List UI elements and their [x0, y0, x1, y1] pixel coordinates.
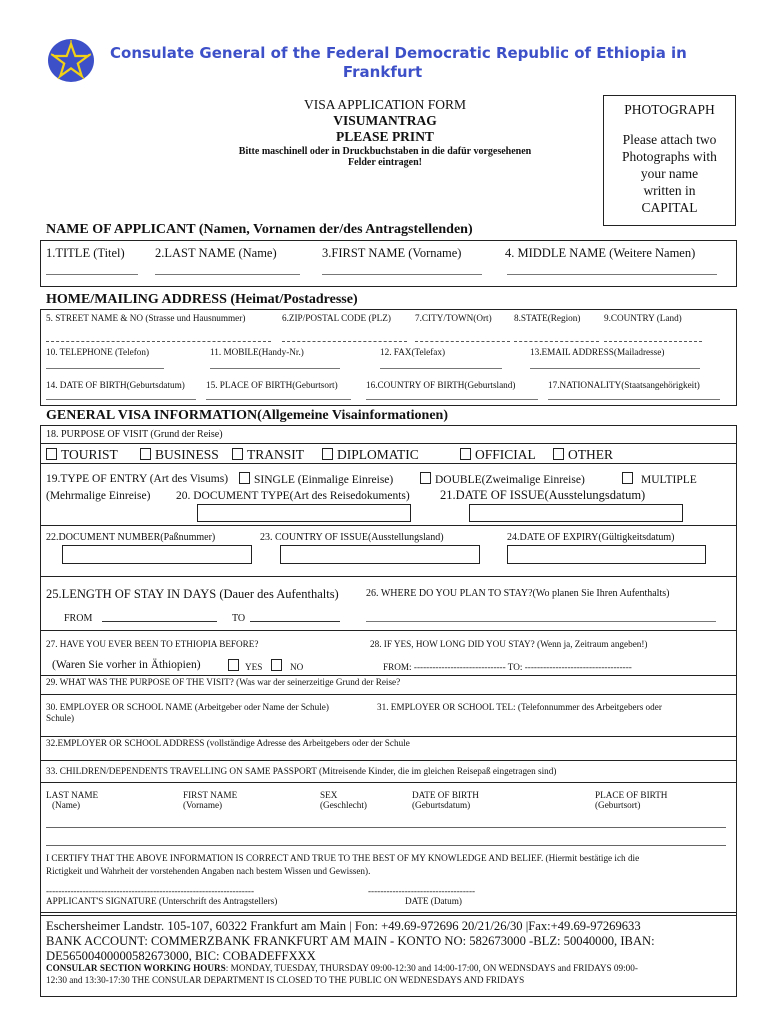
- col-pob-label: PLACE OF BIRTH: [595, 790, 668, 800]
- purpose-options: [460, 447, 536, 463]
- footer-divider: [40, 912, 737, 913]
- where-stay-field[interactable]: [366, 621, 716, 622]
- footer-hours-line-2: 12:30 and 13:30-17:30 THE CONSULAR DEPARTMENT IS CLOSED TO THE PUBLIC ON WEDNESDAYS AND FRIDAYS: [46, 975, 525, 985]
- frame-right: [736, 240, 737, 286]
- purpose-options: [46, 447, 118, 463]
- photo-line-3: your name: [640, 166, 699, 181]
- frame-left: [40, 240, 41, 286]
- checkbox-icon[interactable]: [622, 472, 633, 484]
- length-stay-label: 25.LENGTH OF STAY IN DAYS (Dauer des Aufenthalts): [46, 587, 339, 601]
- doc-number-label: 22.DOCUMENT NUMBER(Paßnummer): [46, 532, 216, 543]
- first-name-label: 3.FIRST NAME (Vorname): [322, 246, 462, 260]
- nationality-field[interactable]: [548, 399, 720, 400]
- footer-hours-label: CONSULAR SECTION WORKING HOURS: [46, 963, 226, 973]
- country-issue-input[interactable]: [280, 545, 480, 564]
- title-field[interactable]: [46, 274, 138, 275]
- visa-section-heading: GENERAL VISA INFORMATION(Allgemeine Visainformationen): [46, 408, 448, 423]
- col-sex-label-de: (Geschlecht): [320, 800, 367, 810]
- form-title: VISA APPLICATION FORM: [303, 97, 467, 112]
- checkbox-icon[interactable]: [239, 472, 250, 484]
- purpose-prev-label: 29. WHAT WAS THE PURPOSE OF THE VISIT? (Was war der seinerzeitige Grund der Reise?: [46, 677, 401, 687]
- expiry-label: 24.DATE OF EXPIRY(Gültigkeitsdatum): [507, 532, 675, 543]
- certify-line-1: I CERTIFY THAT THE ABOVE INFORMATION IS CORRECT AND TRUE TO THE BEST OF MY KNOWLEDGE AND BELIEF. (Hiermit bestätige ich die: [46, 853, 640, 863]
- col-last-name: [46, 790, 98, 810]
- other-option[interactable]: OTHER: [553, 447, 613, 462]
- checkbox-icon[interactable]: [46, 448, 57, 460]
- divider: [40, 240, 737, 241]
- form-title-de: VISUMANTRAG: [333, 113, 437, 128]
- photo-title: PHOTOGRAPH: [624, 102, 715, 117]
- country-label: 9.COUNTRY (Land): [604, 313, 682, 323]
- instruction-line-2: Felder eintragen!: [348, 157, 422, 168]
- divider: [40, 309, 737, 310]
- multiple-de-label: (Mehrmalige Einreise): [46, 490, 151, 502]
- business-option[interactable]: BUSINESS: [140, 447, 219, 462]
- state-field[interactable]: [514, 341, 599, 342]
- divider: [40, 996, 737, 997]
- country-issue-label: 23. COUNTRY OF ISSUE(Ausstellungsland): [260, 532, 444, 543]
- pob-field[interactable]: [206, 399, 351, 400]
- footer-iban: DE56500400000582673000, BIC: COBADEFFXXX: [46, 949, 316, 963]
- multiple-option[interactable]: MULTIPLE: [622, 472, 697, 486]
- col-pob-label-de: (Geburtsort): [595, 800, 641, 810]
- checkbox-icon[interactable]: [232, 448, 243, 460]
- country-field[interactable]: [604, 341, 702, 342]
- telephone-field[interactable]: [46, 368, 164, 369]
- divider: [40, 425, 737, 426]
- divider: [40, 525, 737, 526]
- city-field[interactable]: [415, 341, 510, 342]
- single-option[interactable]: SINGLE (Einmalige Einreise): [239, 472, 393, 486]
- zip-label: 6.ZIP/POSTAL CODE (PLZ): [282, 313, 391, 323]
- fax-field[interactable]: [380, 368, 502, 369]
- children-label: 33. CHILDREN/DEPENDENTS TRAVELLING ON SAME PASSPORT (Mitreisende Kinder, die im gleichen Reisepaß eingetragen sind): [46, 766, 557, 776]
- official-option[interactable]: OFFICIAL: [460, 447, 536, 462]
- certify-statement: [46, 852, 731, 877]
- footer-hours-line-1: [46, 963, 638, 973]
- consulate-city: Frankfurt: [342, 63, 423, 81]
- date-label: DATE (Datum): [405, 896, 462, 906]
- been-before-label: 27. HAVE YOU EVER BEEN TO ETHIOPIA BEFORE?: [46, 639, 259, 649]
- nationality-label: 17.NATIONALITY(Staatsangehörigkeit): [548, 380, 700, 390]
- last-name-label: 2.LAST NAME (Name): [155, 246, 277, 260]
- col-last-name-label-de: (Name): [52, 800, 81, 810]
- street-field[interactable]: [46, 341, 271, 342]
- divider: [40, 463, 737, 464]
- ethiopian-star-emblem-icon: [47, 38, 95, 83]
- photo-line-4: written in: [643, 183, 696, 198]
- divider: [40, 760, 737, 761]
- certify-line-2: Rictigkeit und Wahrheit der vorstehenden Angaben nach bestem Wissen und Gewissen).: [46, 865, 371, 876]
- purpose-options: [553, 447, 613, 463]
- footer-bank: BANK ACCOUNT: COMMERZBANK FRANKFURT AM MAIN - KONTO NO: 582673000 -BLZ: 50040000, IBAN:: [46, 934, 655, 948]
- checkbox-icon[interactable]: [553, 448, 564, 460]
- first-name-field[interactable]: [322, 274, 482, 275]
- divider: [40, 675, 737, 676]
- tourist-option[interactable]: TOURIST: [46, 447, 118, 462]
- issue-date-input[interactable]: [469, 504, 683, 522]
- how-long-label: 28. IF YES, HOW LONG DID YOU STAY? (Wenn ja, Zeitraum angeben!): [370, 639, 648, 649]
- last-name-field[interactable]: [155, 274, 300, 275]
- email-field[interactable]: [530, 368, 700, 369]
- employer-address-label: 32.EMPLOYER OR SCHOOL ADDRESS (vollständige Adresse des Arbeitgebers oder der Schule: [46, 738, 410, 748]
- been-before-de-label: (Waren Sie vorher in Äthiopien): [52, 659, 201, 671]
- col-dob: [412, 790, 479, 810]
- middle-name-label: 4. MIDDLE NAME (Weitere Namen): [505, 246, 696, 260]
- dob-field[interactable]: [46, 399, 196, 400]
- email-label: 13.EMAIL ADDRESS(Mailadresse): [530, 347, 665, 357]
- from-to-field[interactable]: FROM: ------------------------------ TO: -----------------------------------: [383, 662, 632, 672]
- photograph-box: [603, 95, 736, 226]
- form-title-block: [200, 97, 570, 168]
- checkbox-icon[interactable]: [420, 472, 431, 484]
- zip-field[interactable]: [282, 341, 407, 342]
- checkbox-icon[interactable]: [322, 448, 333, 460]
- divider: [40, 694, 737, 695]
- purpose-options: [140, 447, 219, 463]
- street-label: 5. STREET NAME & NO (Strasse und Hausnummer): [46, 313, 246, 323]
- divider: [40, 286, 737, 287]
- col-sex: [320, 790, 367, 810]
- frame-right: [736, 309, 737, 405]
- employer-name-label: 30. EMPLOYER OR SCHOOL NAME (Arbeitgeber oder Name der Schule): [46, 702, 329, 712]
- where-stay-label: 26. WHERE DO YOU PLAN TO STAY?(Wo planen Sie Ihren Aufenthalts): [366, 588, 670, 599]
- checkbox-icon[interactable]: [271, 659, 282, 671]
- from-field[interactable]: [102, 621, 217, 622]
- mobile-field[interactable]: [210, 368, 340, 369]
- please-print: PLEASE PRINT: [336, 129, 434, 144]
- col-sex-label: SEX: [320, 790, 338, 800]
- instruction-line-1: Bitte maschinell oder in Druckbuchstaben in die dafür vorgesehenen: [238, 146, 532, 157]
- frame-left: [40, 309, 41, 405]
- from-label: FROM: [64, 613, 93, 624]
- pob-label: 15. PLACE OF BIRTH(Geburtsort): [206, 380, 338, 390]
- entry-type-label: 19.TYPE OF ENTRY (Art des Visums): [46, 473, 229, 485]
- employer-tel-label-2: Schule): [46, 713, 75, 723]
- mobile-label: 11. MOBILE(Handy-Nr.): [210, 347, 304, 357]
- purpose-options: [232, 447, 304, 463]
- title-label: 1.TITLE (Titel): [46, 246, 125, 260]
- purpose-label: 18. PURPOSE OF VISIT (Grund der Reise): [46, 429, 223, 440]
- middle-name-field[interactable]: [507, 274, 717, 275]
- city-label: 7.CITY/TOWN(Ort): [415, 313, 492, 323]
- photo-line-2: Photographs with: [622, 149, 717, 164]
- doc-number-input[interactable]: [62, 545, 252, 564]
- divider: [40, 736, 737, 737]
- col-first-name: [183, 790, 237, 810]
- doc-type-label: 20. DOCUMENT TYPE(Art des Reisedokuments): [176, 490, 410, 502]
- address-section-heading: HOME/MAILING ADDRESS (Heimat/Postadresse): [46, 292, 358, 307]
- checkbox-icon[interactable]: [460, 448, 471, 460]
- employer-tel-label: 31. EMPLOYER OR SCHOOL TEL: (Telefonnummer des Arbeitgebers oder: [377, 702, 662, 712]
- children-row-1[interactable]: [46, 827, 726, 828]
- col-last-name-label: LAST NAME: [46, 790, 99, 800]
- col-first-name-label: FIRST NAME: [183, 790, 238, 800]
- expiry-input[interactable]: [507, 545, 706, 564]
- col-dob-label: DATE OF BIRTH: [412, 790, 479, 800]
- cob-field[interactable]: [366, 399, 538, 400]
- divider: [40, 405, 737, 406]
- divider: [40, 782, 737, 783]
- checkbox-icon[interactable]: [140, 448, 151, 460]
- fax-label: 12. FAX(Telefax): [380, 347, 446, 357]
- name-section-heading: NAME OF APPLICANT (Namen, Vornamen der/des Antragstellenden): [46, 222, 473, 237]
- footer-hours-text: : MONDAY, TUESDAY, THURSDAY 09:00-12:30 and 14:00-17:00, ON WEDNSDAYS and FRIDAYS 09:00-: [225, 963, 638, 973]
- col-pob: [595, 790, 667, 810]
- divider: [40, 630, 737, 631]
- cob-label: 16.COUNTRY OF BIRTH(Geburtsland): [366, 380, 516, 390]
- col-dob-label-de: (Geburtsdatum): [412, 800, 471, 810]
- to-label: TO: [232, 613, 246, 624]
- issue-date-label: 21.DATE OF ISSUE(Ausstelungsdatum): [440, 488, 646, 502]
- photo-line-1: Please attach two: [622, 132, 717, 147]
- signature-label: APPLICANT'S SIGNATURE (Unterschrift des Antragstellers): [46, 896, 278, 906]
- state-label: 8.STATE(Region): [514, 313, 581, 323]
- footer-address: Eschersheimer Landstr. 105-107, 60322 Frankfurt am Main | Fon: +49.69-972696 20/21/26/30 |Fax:+49.69-97269633: [46, 919, 641, 933]
- footer-divider: [40, 915, 737, 916]
- purpose-options: [322, 447, 419, 463]
- checkbox-icon[interactable]: [228, 659, 239, 671]
- yes-option[interactable]: YES: [228, 659, 262, 672]
- telephone-label: 10. TELEPHONE (Telefon): [46, 347, 150, 357]
- children-row-2[interactable]: [46, 845, 726, 846]
- divider: [40, 576, 737, 577]
- col-first-name-label-de: (Vorname): [183, 800, 223, 810]
- dob-label: 14. DATE OF BIRTH(Geburtsdatum): [46, 380, 185, 390]
- photo-line-5: CAPITAL: [641, 200, 698, 215]
- date-field[interactable]: -----------------------------------: [368, 886, 476, 896]
- consulate-title: Consulate General of the Federal Democratic Republic of Ethiopia in: [110, 44, 687, 62]
- to-field[interactable]: [250, 621, 340, 622]
- signature-field[interactable]: --------------------------------------------------------------------: [46, 886, 255, 896]
- diplomatic-option[interactable]: DIPLOMATIC: [322, 447, 419, 462]
- double-option[interactable]: DOUBLE(Zweimalige Einreise): [420, 472, 585, 486]
- doc-type-input[interactable]: [197, 504, 411, 522]
- no-option[interactable]: NO: [271, 659, 303, 672]
- divider: [40, 443, 737, 444]
- transit-option[interactable]: TRANSIT: [232, 447, 304, 462]
